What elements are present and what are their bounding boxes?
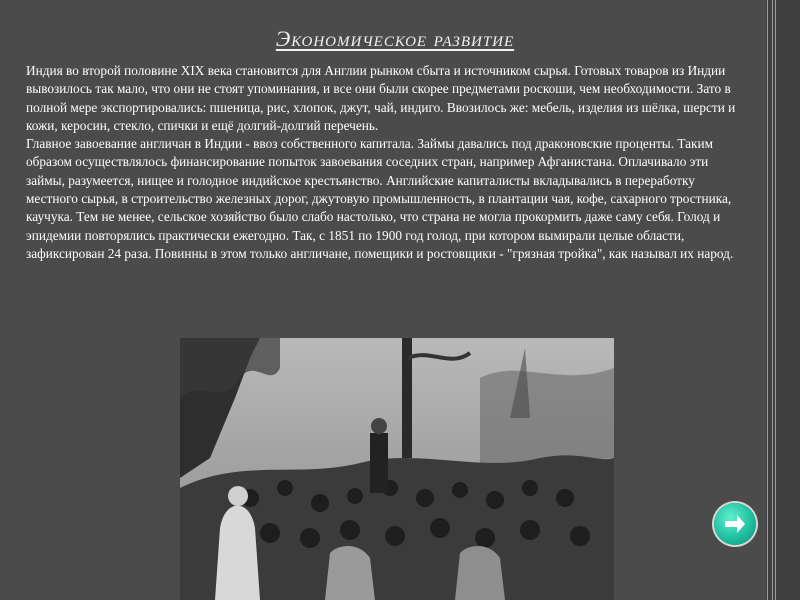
frame-line [775,0,776,600]
slide-title: Экономическое развитие [275,26,515,51]
paragraph: Индия во второй половине XIX века становится для Англии рынком сбыта и источником сырья. Готовых товаров из Индии вывозилось так мало, что они не стоят упоминания, и все они были скорее предметами роскоши, чем необходимости. Зато в полной мере экспортировались: пшеница, рис, хлопок, джут, чай, индиго. Ввозилось же: мебель, изделия из шёлка, шерсти и кожи, керосин, стекло, спички и ещё долгий-долгий перечень. [26,63,736,133]
historical-photo [180,338,614,600]
crowd-photo-illustration [180,338,614,600]
frame-line [772,0,773,600]
slide-body [26,62,746,263]
frame-line [767,0,768,600]
arrow-right-icon [723,513,747,535]
next-slide-button[interactable] [714,503,756,545]
paragraph: Главное завоевание англичан в Индии - ввоз собственного капитала. Займы давались под драконовские проценты. Таким образом осуществлялось финансирование попыток завоевания соседних стран, например Афганистана. Оплачивало эти займы, разумеется, нищее и голодное индийское крестьянство. Английские капиталисты вкладывались в переработку местного сырья, в строительство железных дорог, джутовую промышленность, в плантации чая, кофе, сахарного тростника, каучука. Тем не менее, сельское хозяйство было слабо настолько, что страна не могла прокормить даже саму себя. Голод и эпидемии повторялись практически ежегодно. Так, с 1851 по 1900 год голод, при котором вымирали целые области, зафиксирован 24 раза. Повинны в этом только англичане, помещики и ростовщики - "грязная тройка", как называл их народ. [26,136,734,261]
